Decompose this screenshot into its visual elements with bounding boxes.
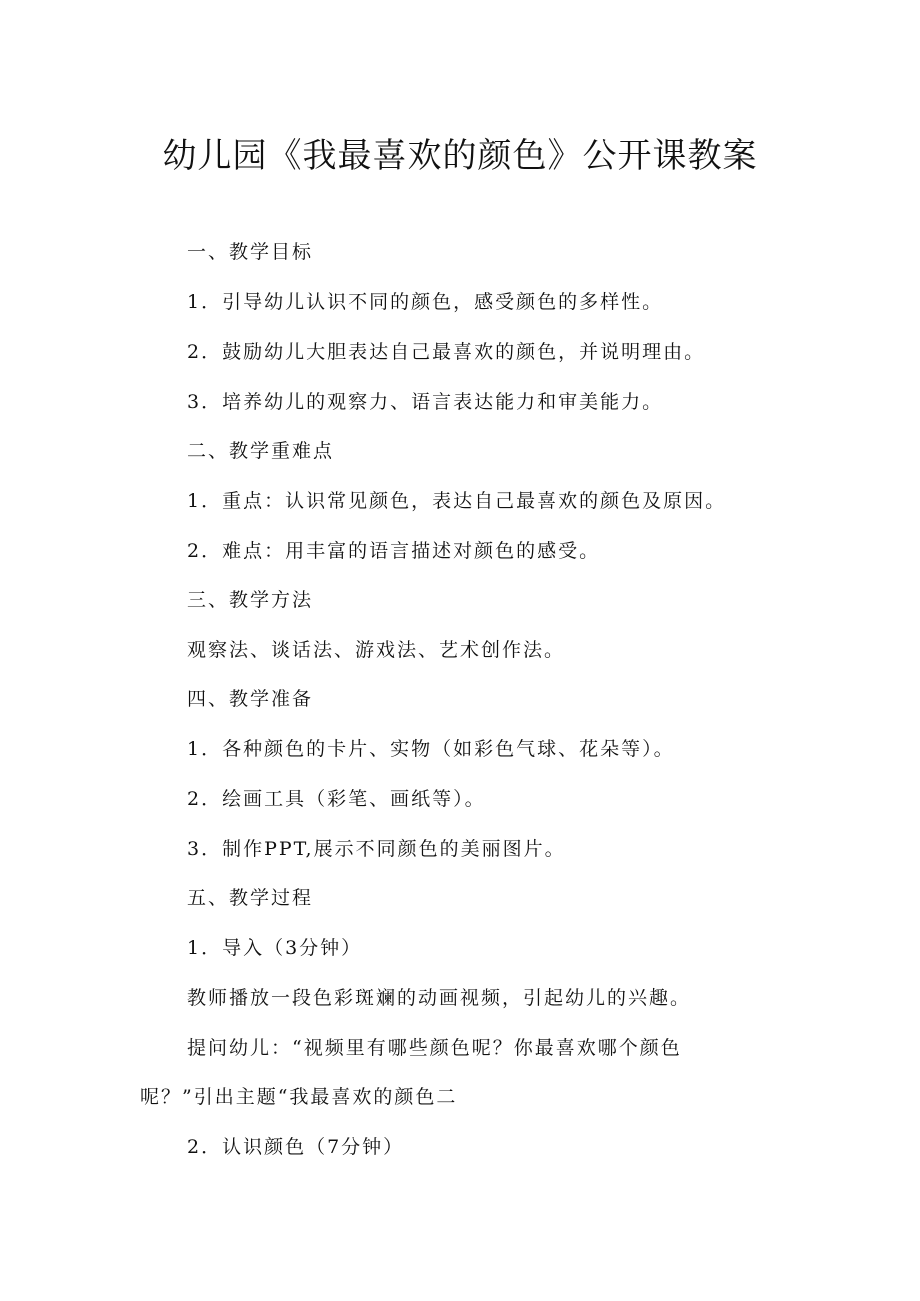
section-heading-preparation: 四、教学准备	[187, 688, 314, 710]
goal-item-1: 1．引导幼儿认识不同的颜色，感受颜色的多样性。	[187, 291, 664, 313]
key-point-item-1: 1．重点：认识常见颜色，表达自己最喜欢的颜色及原因。	[187, 490, 727, 512]
process-step-2-heading: 2．认识颜色（7分钟）	[187, 1136, 405, 1158]
section-heading-process: 五、教学过程	[187, 887, 314, 909]
process-step-1-text: 教师播放一段色彩斑斓的动画视频，引起幼儿的兴趣。	[187, 987, 692, 1009]
document-title: 幼儿园《我最喜欢的颜色》公开课教案	[162, 136, 758, 176]
process-step-1-heading: 1．导入（3分钟）	[187, 937, 363, 959]
section-heading-goals: 一、教学目标	[187, 241, 314, 263]
section-heading-methods: 三、教学方法	[187, 589, 314, 611]
process-step-1-question-cont: 呢？”引出主题“我最喜欢的颜色二	[140, 1086, 458, 1108]
methods-text: 观察法、谈话法、游戏法、艺术创作法。	[187, 639, 566, 661]
preparation-item-3: 3．制作PPT,展示不同颜色的美丽图片。	[187, 838, 566, 860]
goal-item-2: 2．鼓励幼儿大胆表达自己最喜欢的颜色，并说明理由。	[187, 341, 706, 363]
preparation-item-1: 1．各种颜色的卡片、实物（如彩色气球、花朵等）。	[187, 738, 675, 760]
key-point-item-2: 2．难点：用丰富的语言描述对颜色的感受。	[187, 540, 601, 562]
goal-item-3: 3．培养幼儿的观察力、语言表达能力和审美能力。	[187, 391, 664, 413]
section-heading-key-points: 二、教学重难点	[187, 440, 335, 462]
preparation-item-2: 2．绘画工具（彩笔、画纸等）。	[187, 788, 486, 810]
process-step-1-question: 提问幼儿：“视频里有哪些颜色呢？你最喜欢哪个颜色	[187, 1037, 682, 1059]
